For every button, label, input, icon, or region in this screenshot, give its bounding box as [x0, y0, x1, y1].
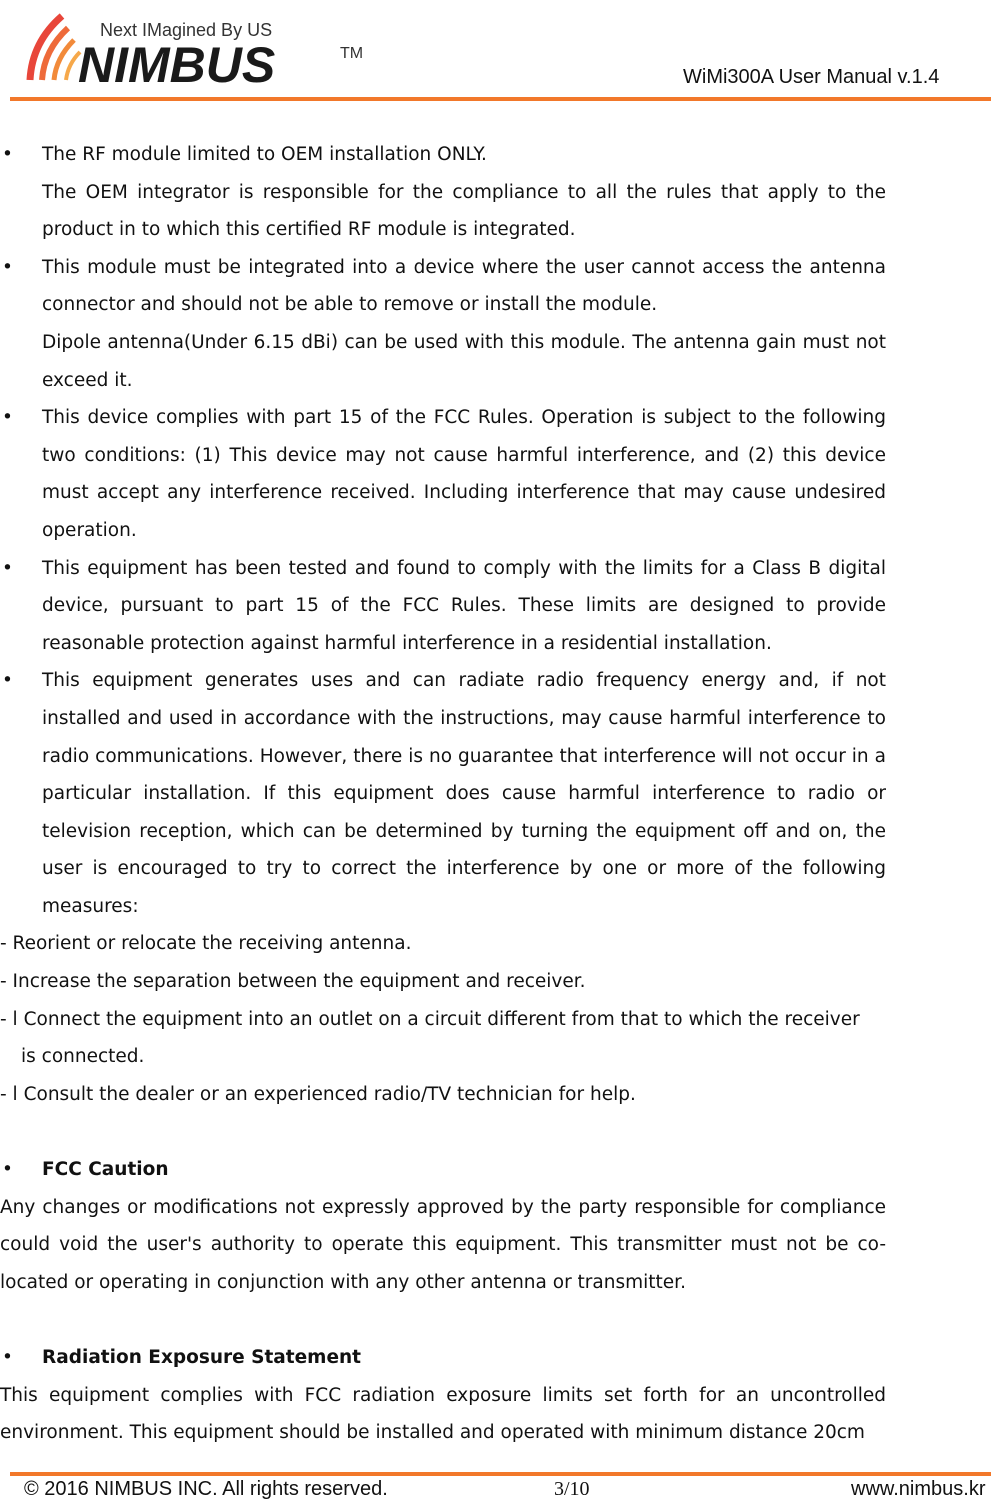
- bullet-icon: •: [2, 557, 13, 579]
- logo-tagline: Next IMagined By US: [100, 20, 273, 40]
- footer-page-number: 3/10: [554, 1478, 590, 1500]
- document-body: [0, 136, 886, 1452]
- measure-outlet-cont: is connected.: [21, 1046, 145, 1068]
- measure-outlet: - l Connect the equipment into an outlet on a circuit different from that to which the receiver: [0, 1008, 860, 1030]
- bullet-rf-energy: • This equipment generates uses and can radiate radio frequency energy and, if not installed and used in accordance with the instructions, may cause harmful interference to radio communications. However, there is no guarantee that interference will not occur in a particular installation. If this equipment does cause harmful interference to radio or television reception, which can be determined by turning the equipment off and on, the user is encouraged to try to correct the interference by one or more of the following measures:: [0, 662, 886, 925]
- heading-fcc-caution: • FCC Caution: [0, 1151, 886, 1189]
- measure-separation: - Increase the separation between the equipment and receiver.: [0, 971, 586, 993]
- paragraph-fcc-caution: Any changes or modifications not expressly approved by the party responsible for compliance could void the user's authority to operate this equipment. This transmitter must not be co-located or operating in conjunction with any other antenna or transmitter.: [0, 1196, 886, 1293]
- header-divider: [10, 97, 991, 101]
- bullet-icon: •: [2, 407, 13, 429]
- paragraph-oem-integrator: The OEM integrator is responsible for the compliance to all the rules that apply to the product in to which this certified RF module is integrated.: [42, 181, 886, 241]
- bullet-module-integration: • This module must be integrated into a device where the user cannot access the antenna connector and should not be able to remove or install the module.: [0, 249, 886, 324]
- bullet-oem-only: • The RF module limited to OEM installation ONLY.: [0, 136, 886, 174]
- bullet-icon: •: [2, 256, 13, 278]
- paragraph-dipole-antenna: Dipole antenna(Under 6.15 dBi) can be used with this module. The antenna gain must not exceed it.: [42, 331, 886, 391]
- footer-copyright: © 2016 NIMBUS INC. All rights reserved.: [24, 1478, 388, 1500]
- bullet-icon: •: [2, 144, 13, 165]
- bullet-icon: •: [2, 1159, 13, 1181]
- bullet-icon: •: [2, 670, 13, 692]
- measure-reorient: - Reorient or relocate the receiving antenna.: [0, 933, 412, 955]
- paragraph-radiation-exposure: This equipment complies with FCC radiation exposure limits set forth for an uncontrolled environment. This equipment should be installed and operated with minimum distance 20cm: [0, 1384, 886, 1444]
- measure-consult: - l Consult the dealer or an experienced radio/TV technician for help.: [0, 1083, 636, 1105]
- nimbus-logo: [22, 2, 382, 90]
- heading-radiation-exposure: • Radiation Exposure Statement: [0, 1339, 886, 1377]
- bullet-part15: • This device complies with part 15 of the FCC Rules. Operation is subject to the following two conditions: (1) This device may not cause harmful interference, and (2) this device must accept any interference received. Including interference that may cause undesired operation.: [0, 399, 886, 549]
- logo-trademark: TM: [340, 45, 364, 62]
- signal-arcs-icon: [30, 16, 80, 80]
- manual-title: WiMi300A User Manual v.1.4: [683, 66, 940, 88]
- bullet-icon: •: [2, 1347, 13, 1368]
- footer-divider: [10, 1472, 991, 1476]
- bullet-class-b: • This equipment has been tested and found to comply with the limits for a Class B digital device, pursuant to part 15 of the FCC Rules. These limits are designed to provide reasonable protection against harmful interference in a residential installation.: [0, 550, 886, 663]
- logo-wordmark: NIMBUS: [78, 37, 276, 90]
- footer-website-link[interactable]: www.nimbus.kr: [851, 1478, 986, 1500]
